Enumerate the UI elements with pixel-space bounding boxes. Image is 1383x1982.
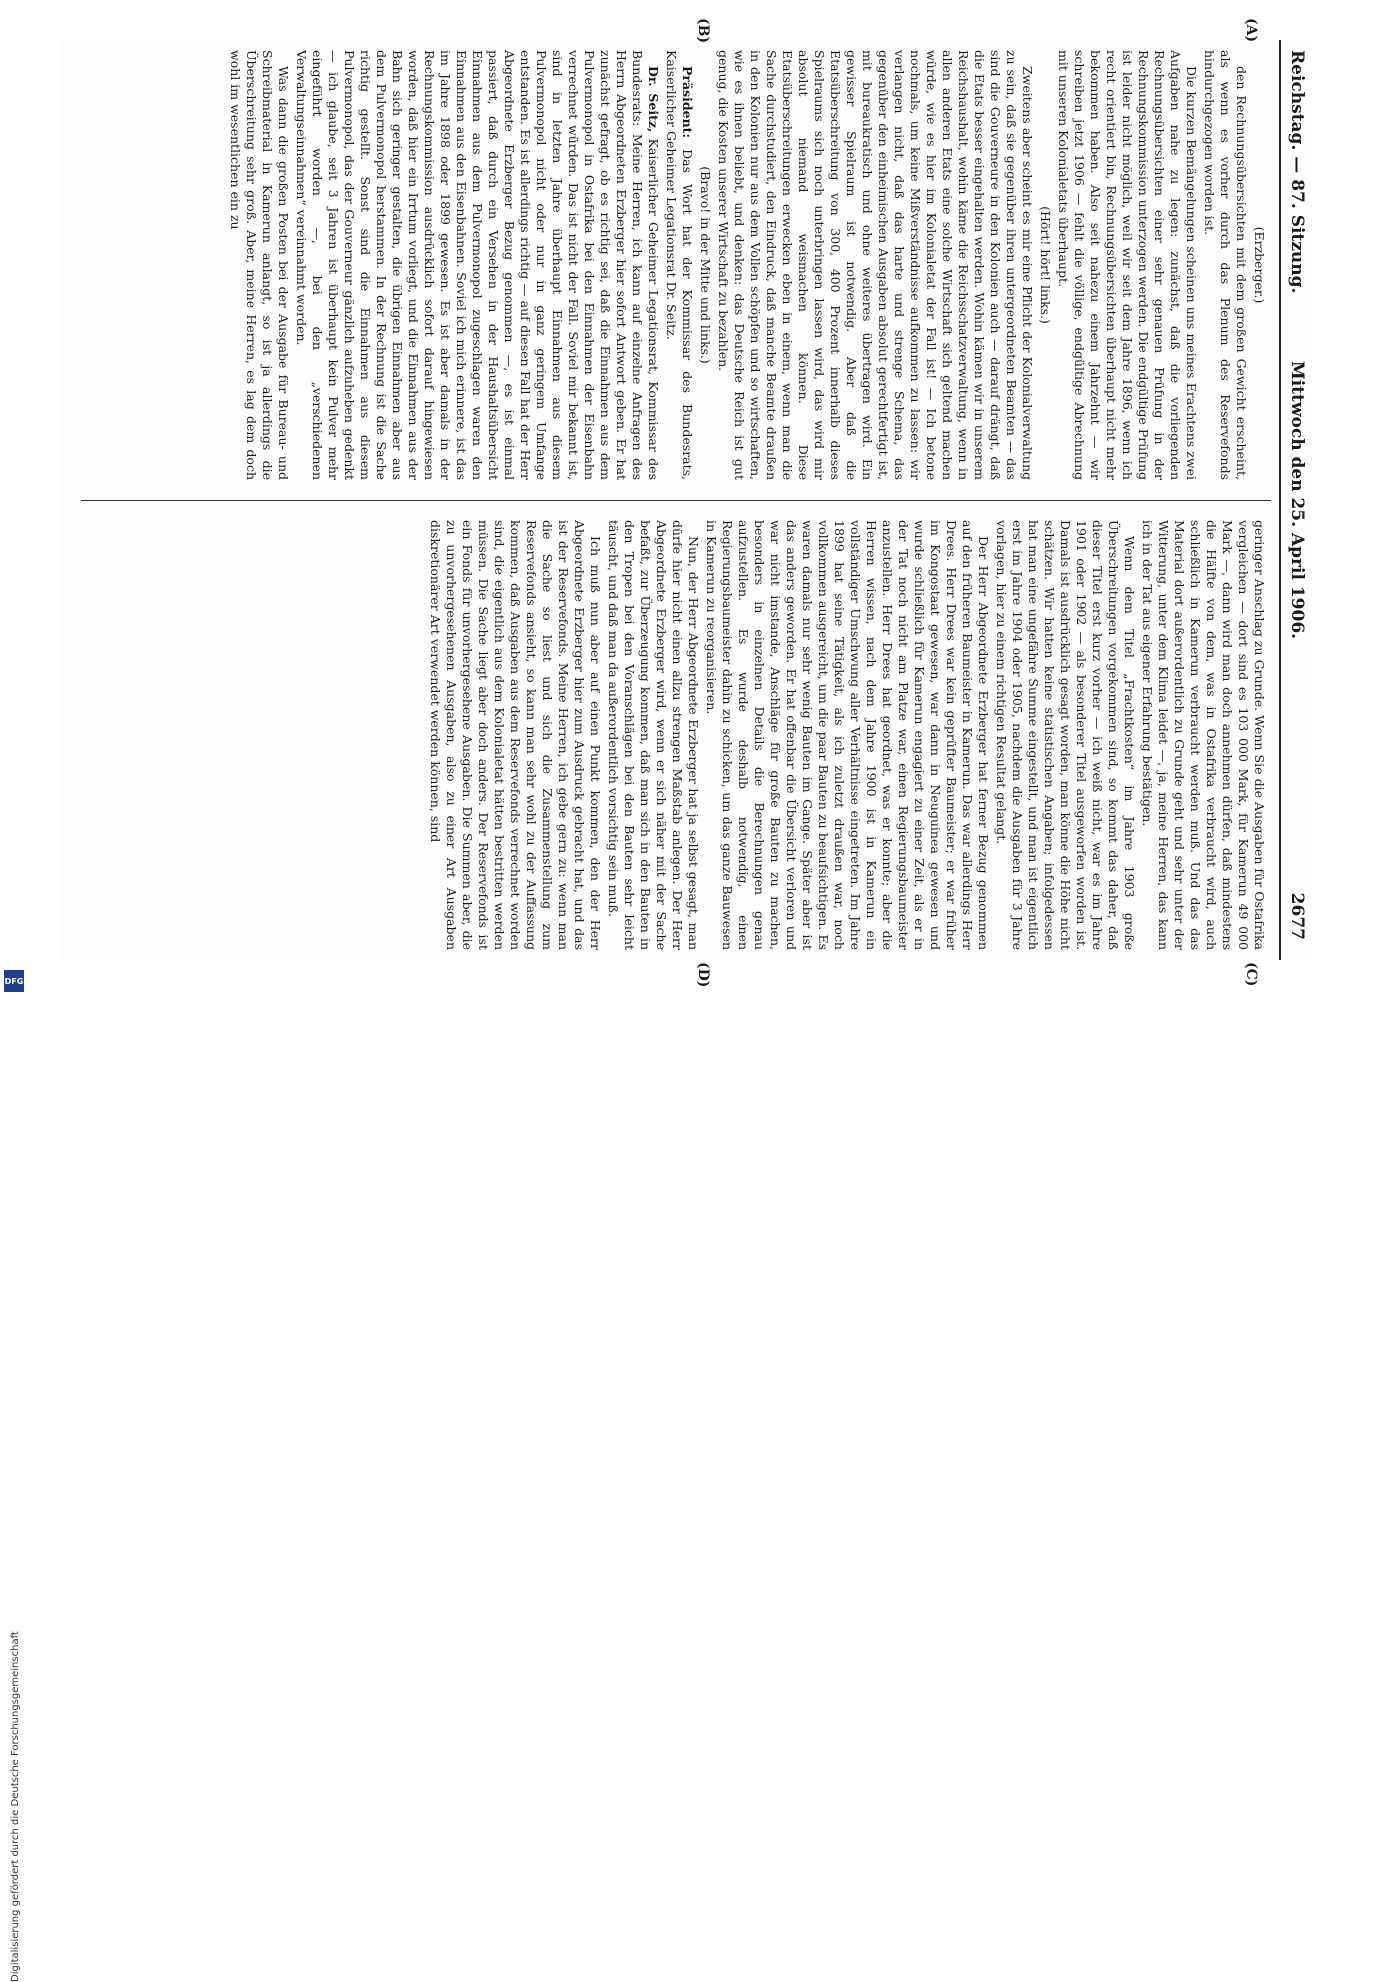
paragraph: den Rechnungsübersichten mit dem großen Gewicht erscheint, als wenn es vorher durch das Plenum des Reservefonds hindurchgezogen worden ist. [1202,50,1249,480]
statement-text: Meine Herren, ich kann auf einzelne Anfragen des Herrn Abgeordneten Erzberger hier sofort Antwort geben. Er hat zunächst gefragt, ob es richtig sei, daß die Einnahmen aus dem Pulvermonopol in Ostafrika bei den Einnahmen der Eisenbahn verrechnet würden. Das ist nicht der Fall. Soviel mir bekannt ist, sind in letzten Jahre überhaupt Einnahmen aus diesem Pulvermonopol nicht oder nur in ganz geringem Umfange entstanden. Es ist allerdings richtig — auf diesen Fall hat der Herr Abgeordnete Erzberger Bezug genommen —, es ist einmal passiert, daß durch ein Versehen in der Haushaltsübersicht Einnahmen aus dem Pulvermonopol zugeschlagen waren den Einnahmen aus den Eisenbahnen. Soviel ich mich erinnere, ist das im Jahre 1898 oder 1899 gewesen. Es ist aber damals in der Rechnungskommission ausdrücklich sofort darauf hingewiesen worden, daß hier ein Irrtum vorliegt, und die Einnahmen aus der Bahn sich geringer gestalten, die übrigen Einnahmen aber aus dem Pulvermonopol herstammen. In der Rechnung ist die Sache richtig gestellt. Sonst sind die Einnahmen aus diesem Pulvermonopol, das der Gouverneur gänzlich aufzuheben gedenkt — ich glaube, seit 3 Jahren ist überhaupt kein Pulver mehr eingeführt worden —, bei den „verschiedenen Verwaltungseinnahmen“ vereinnahmt worden. [294,50,645,480]
president-statement [663,50,695,480]
interjection: (Hört! hört! links.) [1038,206,1053,324]
paragraph: Was dann die großen Posten bei der Ausgabe für Bureau- und Schreibmaterial in Kamerun anlangt, so ist ja allerdings die Überschreitung sehr groß. Aber, meine Herren, es lag dem doch wohl im wesentlichen ein zu [228,50,291,480]
speaker-name: Präsident: [680,66,695,139]
seitz-statement [293,50,661,480]
dfg-logo-icon: DFG [4,970,24,992]
margin-letter-b: (B) [695,18,711,44]
left-text-column [87,50,1267,480]
page-header [1281,40,1311,960]
header-rule [1279,40,1281,960]
paragraph: Nun, der Herr Abgeordnete Erzberger hat ja selbst gesagt, man dürfe hier nicht einen allzu strengen Maßstab anlegen. Der Herr Abgeordnete Erzberger wird, wenn er sich näher mit der Sache befaßt, zur Überzeugung kommen, daß man sich in den Bauten in den Tropen bei den Voranschlägen bei den Bauten sehr leicht täuscht, und daß man da außerordentlich vorsichtig sein muß. [606,520,701,950]
interjection: (Bravo! in der Mitte und links.) [698,166,713,364]
digitization-note: Digitalisierung gefördert durch die Deutsche Forschungsgemeinschaft [10,1631,21,1982]
paragraph: Die kurzen Bemängelungen scheinen uns meines Erachtens zwei Aufgaben nahe zu legen: zunächst, daß die vorliegenden Rechnungsübersichten einer sehr genauen Prüfung in der Rechnungskommission unterzogen werden. Die endgültige Prüfung ist leider nicht möglich, weil wir seit dem Jahre 1896, wenn ich recht orientiert bin, Rechnungsübersichten überhaupt nicht mehr bekommen haben. Also seit nahezu einem Jahrzehnt — wir schreiben jetzt 1906 — fehlt die völlige, endgültige Abrechnung mit unseren Kolonialetats überhaupt. [1056,50,1199,480]
column-divider [81,500,1271,501]
paragraph: geringer Anschlag zu Grunde. Wenn Sie die Ausgaben für Ostafrika vergleichen — dort sind es 103 000 Mark, für Kamerun 49 000 Mark —, dann wird man doch annehmen dürfen, daß mindestens die Hälfte von dem, was in Ostafrika verbraucht wird, auch schließlich in Kamerun verbraucht werden muß. Und das das Material dort außerordentlich zu Grunde geht und sehr unter der Witterung, unter dem Klima leidet —, ja, meine Herren, das kann ich in der Tat aus eigener Erfahrung bestätigen. [1140,520,1267,950]
speaker-title: Kaiserlicher Geheimer Legationsrat, Kommissar des Bundesrats: [630,50,661,480]
speaker-name: Dr. Seitz, [646,66,661,133]
header-session: Reichstag. — 87. Sitzung. [1287,50,1307,294]
paragraph: Wenn dem Titel „Frachtkosten“ im Jahre 1903 große Überschreitungen vorgekommen sind, so kommt das daher, daß dieser Titel erst kurz vorher — ich weiß nicht, war es im Jahre 1901 oder 1902 — als besonderer Titel ausgeworfen worden ist. Damals ist ausdrücklich gesagt worden, man könne die Höhe nicht schätzen. Wir hatten keine statistischen Angaben; infolgedessen hat man eine ungefähre Summe eingestellt, und man ist eigentlich erst im Jahre 1904 oder 1905, nachdem die Ausgaben für 3 Jahre vorlagen, hier zu einem richtigen Resultat gelangt. [994,520,1137,950]
margin-letter-c: (C) [1243,962,1259,987]
margin-letter-d: (D) [695,962,711,988]
margin-letter-a: (A) [1243,18,1259,43]
right-text-column [87,520,1267,950]
header-date: Mittwoch den 25. April 1906. [1287,360,1307,640]
speaker-intro: (Erzberger.) [1252,226,1267,304]
rotated-document-page [61,18,1311,988]
paragraph: Ich muß nun aber auf einen Punkt kommen, den der Herr Abgeordnete Erzberger hier zum Ausdruck gebracht hat, und das ist der Reservefonds. Meine Herren, ich gebe gern zu: wenn man die Sache so liest und sich die Zusammenstellung zum Reservefonds ansieht, so kann man sehr wohl zu der Auffassung kommen, daß Ausgaben aus dem Reservefonds verrechnet worden sind, die eigentlich aus dem Kolonialetat hätten bestritten werden müssen. Die Sache liegt aber doch anders. Der Reservefonds ist ein Fonds für unvorhergesehene Ausgaben. Die Summen aber, die zu unvorhergesehenen Ausgaben, also zu einer Art Ausgaben diskretionärer Art verwendet werden können, sind [428,520,603,950]
paragraph: Der Herr Abgeordnete Erzberger hat ferner Bezug genommen auf den früheren Baumeister in Kamerun. Das war allerdings Herr Drees. Herr Drees war kein geprüfter Baumeister; er war früher im Kongostaat gewesen, war dann in Neuguinea gewesen und wurde schließlich für Kamerun engagiert zu einer Zeit, als er in der Tat noch nicht am Platze war, einen Regierungsbaumeister anzustellen. Herr Drees hat geordnet, was er konnte; aber die Herren wissen, nach dem Jahre 1900 ist in Kamerun ein vollständiger Umschwung aller Verhältnisse eingetreten. Im Jahre 1899 hat seine Tätigkeit, als ich zuletzt draußen war, noch vollkommen ausgereicht, um die paar Bauten zu beaufsichtigen. Es waren damals nur sehr wenig Bauten im Gange. Später aber ist das anders geworden. Er hat offenbar die Übersicht verloren und war nicht imstande, Anschläge für große Bauten zu machen, besonders in einzelnen Details die Berechnungen genau aufzustellen. Es wurde deshalb notwendig, einen Regierungsbaumeister dahin zu schicken, um das ganze Bauwesen in Kamerun zu reorganisieren. [704,520,991,950]
header-page-number: 2677 [1287,892,1307,940]
paragraph: Zweitens aber scheint es mir eine Pflicht der Kolonialverwaltung zu sein, daß sie gegenüber ihren untergeordneten Beamten — das sind die Gouverneure in den Kolonien auch — darauf drängt, daß die Etats besser eingehalten werden. Wohin kämen wir in unserem Reichshaushalt, wohin käme die Reichsschatzverwaltung, wenn in allen anderen Etats eine solche Wirtschaft sich geltend machen würde, wie es hier im Kolonialetat der Fall ist! — Ich betone nochmals, um keine Mißverständnisse aufkommen zu lassen: wir verlangen nicht, daß das harte und strenge Schema, das gegenüber den einheimischen Ausgaben absolut gerechtfertigt ist, mit bureaukratisch und ohne weiteres übertragen wird. Ein gewisser Spielraum ist notwendig. Aber daß die Etatsüberschreitung von 300, 400 Prozent innerhalb dieses Spielraums sich noch unterbringen lassen wird, das wird mir absolut niemand weismachen können. Diese Etatsüberschreitungen erwecken eben in einem, wenn man die Sache durchstudiert, den Eindruck, daß manche Beamte draußen in den Kolonien nur aus dem Vollen schöpfen und so wirtschaften, wie es ihnen beliebt, und denken: das Deutsche Reich ist gut genug, die Kosten unserer Wirtschaft zu bezahlen. [716,50,1035,480]
statement-text: Das Wort hat der Kommissar des Bundesrats, Kaiserlicher Geheimer Legationsrat Dr. Seitz. [664,50,695,480]
digitization-footer [10,1002,24,1982]
